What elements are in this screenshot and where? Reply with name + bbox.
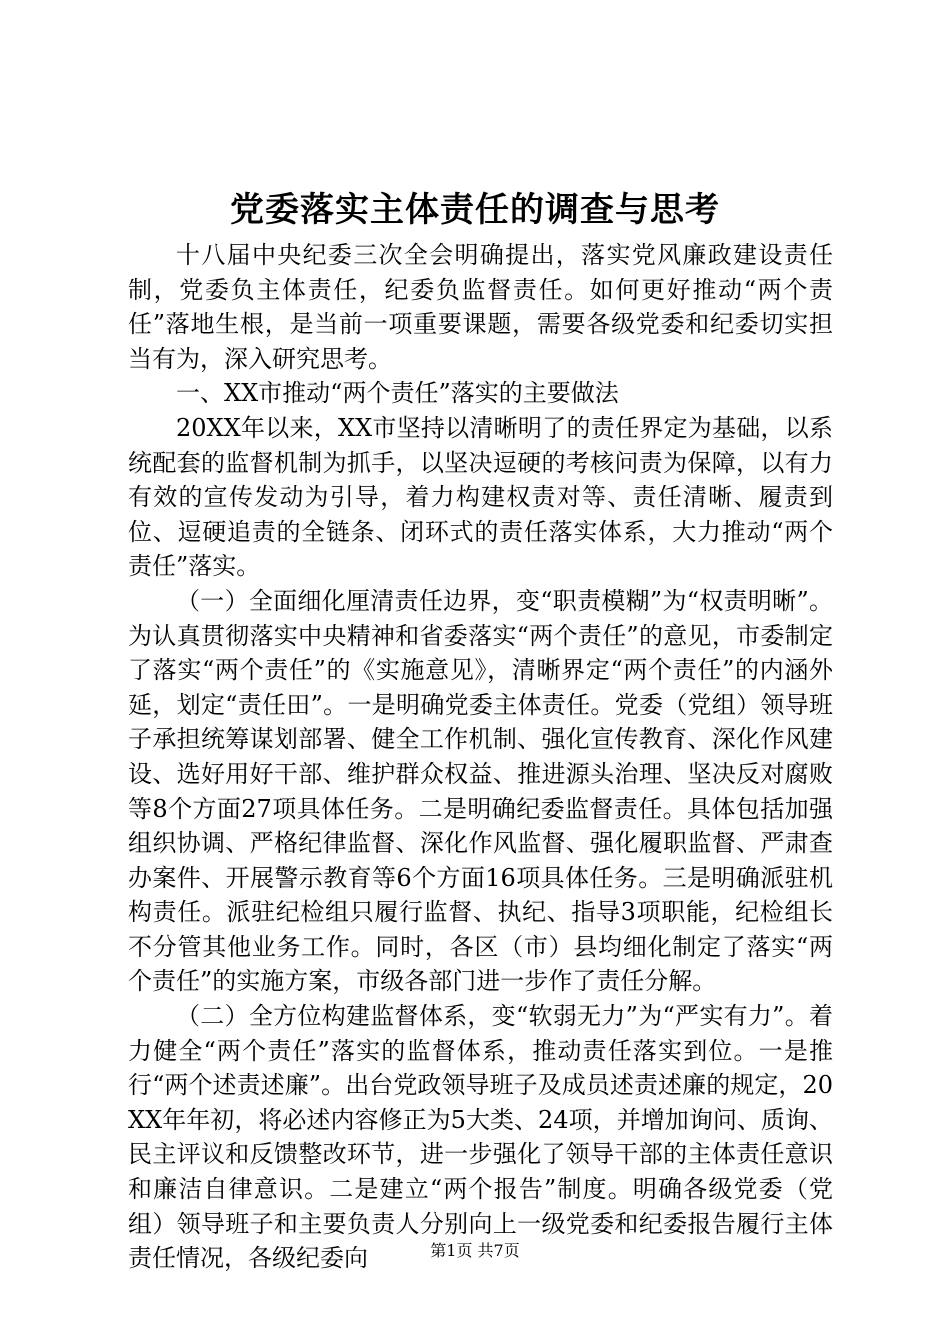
section-paragraph: 20XX年以来，XX市坚持以清晰明了的责任界定为基础，以系统配套的监督机制为抓手，以坚决逗硬的考核问责为保障，以有力有效的宣传发动为引导，着力构建权责对等、责任清晰、履责到位、逗硬追责的全链条、闭环式的责任落实体系，大力推动“两个责任”落实。 [128, 413, 833, 581]
section-heading: 一、XX市推动“两个责任”落实的主要做法 [176, 379, 619, 408]
document-body [128, 238, 833, 1276]
document-title: 党委落实主体责任的调查与思考 [230, 190, 720, 230]
subsection-paragraph-2: （二）全方位构建监督体系，变“软弱无力”为“严实有力”。着力健全“两个责任”落实的监督体系，推动责任落实到位。一是推行“两个述责述廉”。出台党政领导班子及成员述责述廉的规定，20XX年年初，将必述内容修正为5大类、24项，并增加询问、质询、民主评议和反馈整改环节，进一步强化了领导干部的主体责任意识和廉洁自律意识。二是建立“两个报告”制度。明确各级党委（党组）领导班子和主要负责人分别向上一级党委和纪委报告履行主体责任情况，各级纪委向 [128, 1002, 833, 1273]
page-footer: 第1页 共7页 [430, 1241, 520, 1260]
intro-paragraph: 十八届中央纪委三次全会明确提出，落实党风廉政建设责任制，党委负主体责任，纪委负监督责任。如何更好推动“两个责任”落地生根，是当前一项重要课题，需要各级党委和纪委切实担当有为，深入研究思考。 [128, 241, 833, 373]
subsection-paragraph-1: （一）全面细化厘清责任边界，变“职责模糊”为“权责明晰”。为认真贯彻落实中央精神和省委落实“两个责任”的意见，市委制定了落实“两个责任”的《实施意见》，清晰界定“两个责任”的内涵外延，划定“责任田”。一是明确党委主体责任。党委（党组）领导班子承担统筹谋划部署、健全工作机制、强化宣传教育、深化作风建设、选好用好干部、维护群众权益、推进源头治理、坚决反对腐败等8个方面27项具体任务。二是明确纪委监督责任。具体包括加强组织协调、严格纪律监督、深化作风监督、强化履职监督、严肃查办案件、开展警示教育等6个方面16项具体任务。三是明确派驻机构责任。派驻纪检组只履行监督、执纪、指导3项职能，纪检组长不分管其他业务工作。同时，各区（市）县均细化制定了落实“两个责任”的实施方案，市级各部门进一步作了责任分解。 [128, 586, 833, 996]
